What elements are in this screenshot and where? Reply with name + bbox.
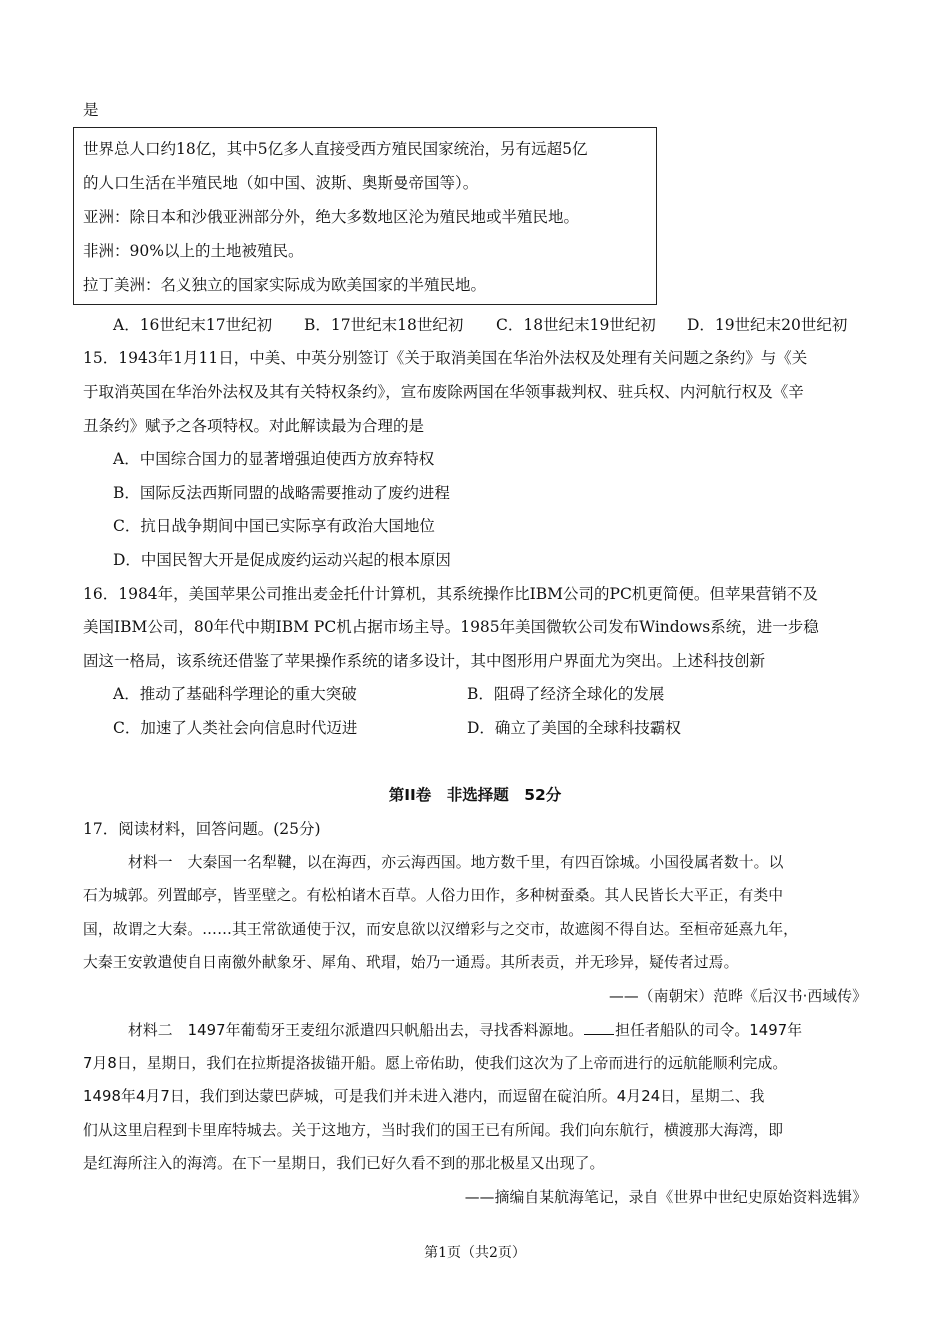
question-16-stem-line: 固这一格局，该系统还借鉴了苹果操作系统的诸多设计，其中图形用户界面尤为突出。上述科技创新 [83, 652, 766, 670]
material-1-line: 石为城郭。列置邮亭，皆垩壁之。有松柏诸木百草。人俗力田作，多种树蚕桑。其人民皆长大平正，有类中 [83, 887, 784, 904]
material-2-line-1-part-b: 担任者船队的司令。1497年 [615, 1022, 803, 1039]
question-16-stem-line: 美国IBM公司，80年代中期IBM PC机占据市场主导。1985年美国微软公司发布Windows系统，进一步稳 [83, 618, 819, 636]
material-1-line: 材料一 大秦国一名犁鞬，以在海西，亦云海西国。地方数千里，有四百馀城。小国役属者数十。以 [128, 854, 784, 871]
q15-option-a: A．中国综合国力的显著增强迫使西方放弃特权 [113, 450, 435, 468]
question-17-stem: 17．阅读材料，回答问题。(25分) [83, 820, 321, 838]
page-footer: 第1页（共2页） [424, 1245, 526, 1261]
q16-option-c: C．加速了人类社会向信息时代迈进 [113, 719, 358, 737]
question-16-stem-line: 16．1984年，美国苹果公司推出麦金托什计算机，其系统操作比IBM公司的PC机更简便。但苹果营销不及 [83, 585, 818, 603]
material-2-line: 1498年4月7日，我们到达蒙巴萨城，可是我们并未进入港内，而逗留在碇泊所。4月24日，星期二、我 [83, 1088, 765, 1105]
material-1-source: ——（南朝宋）范晔《后汉书·西域传》 [608, 988, 867, 1005]
question-15-stem-line: 15．1943年1月11日，中美、中英分别签订《关于取消美国在华治外法权及处理有关问题之条约》与《关 [83, 349, 808, 367]
q16-option-b: B．阻碍了经济全球化的发展 [467, 685, 665, 703]
question-15-stem-line: 丑条约》赋予之各项特权。对此解读最为合理的是 [83, 417, 425, 435]
question-14-material-box [73, 127, 657, 305]
material-2-line-1-part-a: 材料二 1497年葡萄牙王麦纽尔派遣四只帆船出去，寻找香料源地。 [128, 1022, 584, 1039]
q15-option-c: C．抗日战争期间中国已实际享有政治大国地位 [113, 517, 435, 535]
material-2-line: 是红海所注入的海湾。在下一星期日，我们已好久看不到的那北极星又出现了。 [83, 1155, 605, 1172]
q14-option-a: A．16世纪末17世纪初 [113, 316, 273, 334]
box-line: 亚洲：除日本和沙俄亚洲部分外，绝大多数地区沦为殖民地或半殖民地。 [83, 208, 580, 226]
box-line: 世界总人口约18亿，其中5亿多人直接受西方殖民国家统治，另有远超5亿 [83, 140, 588, 158]
q16-option-a: A．推动了基础科学理论的重大突破 [113, 685, 357, 703]
q14-option-d: D．19世纪末20世纪初 [687, 316, 848, 334]
material-1-line: 大秦王安敦遣使自日南徼外献象牙、犀角、玳瑁，始乃一通焉。其所表贡，并无珍异，疑传者过焉。 [83, 954, 739, 971]
material-2-source: ——摘编自某航海笔记，录自《世界中世纪史原始资料选辑》 [464, 1189, 867, 1206]
material-1-line: 国，故谓之大秦。……其王常欲通使于汉，而安息欲以汉缯彩与之交市，故遮阂不得自达。至桓帝延熹九年， [83, 921, 799, 938]
question-14-stem-tail: 是 [83, 101, 99, 119]
section-title: 第II卷 非选择题 52分 [388, 786, 562, 804]
material-2-line-1 [128, 1020, 802, 1041]
q16-option-d: D．确立了美国的全球科技霸权 [467, 719, 681, 737]
box-line: 拉丁美洲：名义独立的国家实际成为欧美国家的半殖民地。 [83, 276, 487, 294]
q14-option-b: B．17世纪末18世纪初 [304, 316, 464, 334]
material-2-line: 们从这里启程到卡里库特城去。关于这地方，当时我们的国王已有所闻。我们向东航行，横渡那大海湾，即 [83, 1122, 784, 1139]
q15-option-b: B．国际反法西斯同盟的战略需要推动了废约进程 [113, 484, 450, 502]
material-2-line: 7月8日，星期日，我们在拉斯提洛拔锚开船。愿上帝佑助，使我们这次为了上帝而进行的远航能顺利完成。 [83, 1055, 788, 1072]
box-line: 的人口生活在半殖民地（如中国、波斯、奥斯曼帝国等）。 [83, 174, 479, 192]
question-15-stem-line: 于取消英国在华治外法权及其有关特权条约》，宣布废除两国在华领事裁判权、驻兵权、内河航行权及《辛 [83, 383, 804, 401]
answer-blank[interactable] [584, 1020, 614, 1035]
q14-option-c: C．18世纪末19世纪初 [496, 316, 656, 334]
box-line: 非洲：90%以上的土地被殖民。 [83, 242, 304, 260]
q15-option-d: D．中国民智大开是促成废约运动兴起的根本原因 [113, 551, 451, 569]
